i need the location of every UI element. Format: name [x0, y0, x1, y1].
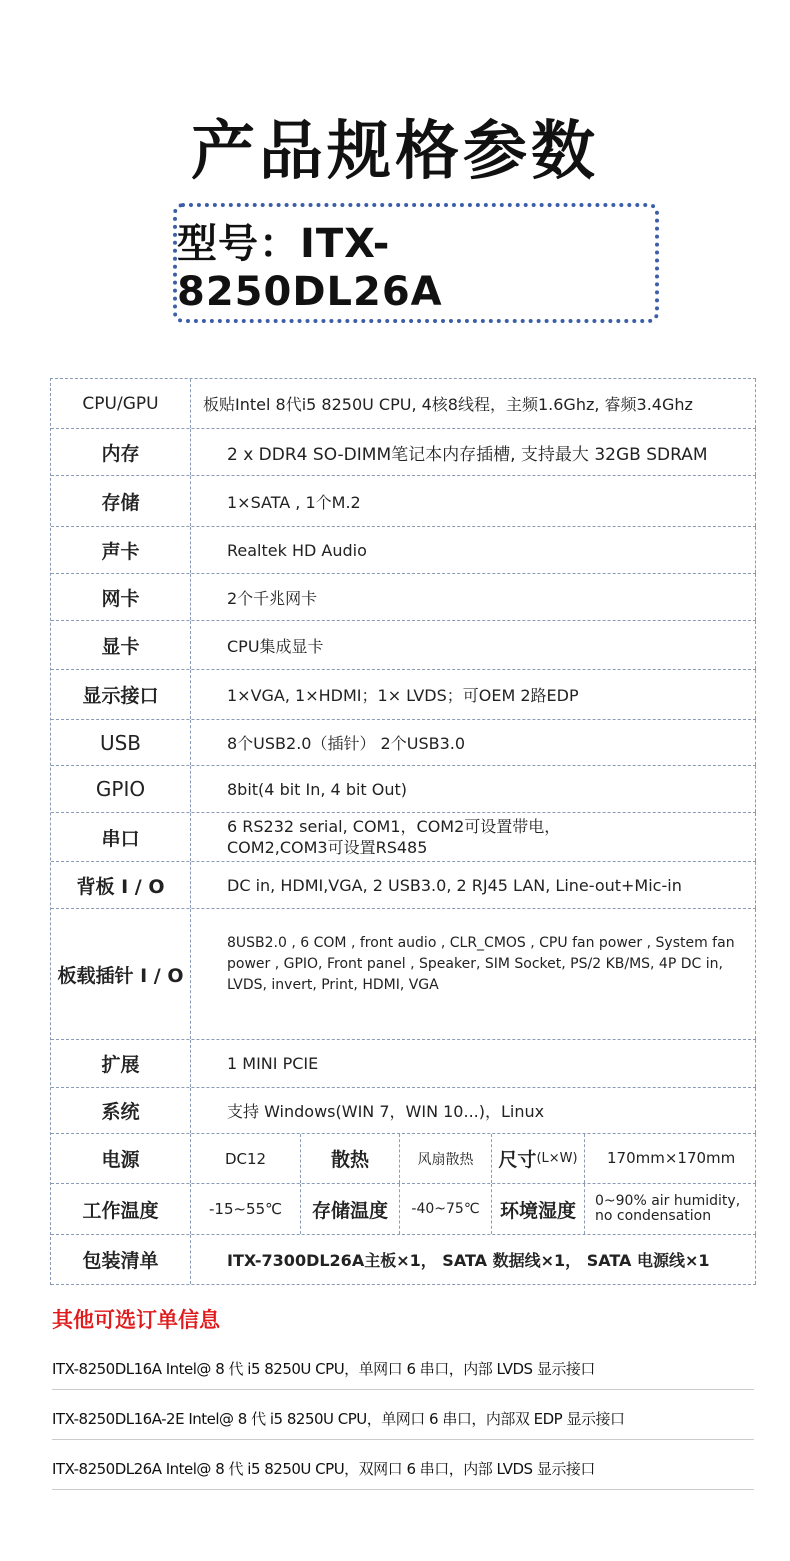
row-value: 1 MINI PCIE [191, 1040, 756, 1087]
row-value: 1×SATA , 1个M.2 [191, 476, 756, 526]
storage-temp-label: 存储温度 [301, 1184, 400, 1234]
table-row [51, 476, 756, 527]
storage-temp-value: -40~75℃ [400, 1184, 492, 1234]
spec-table [50, 378, 756, 1285]
model-box [173, 203, 659, 323]
power-label: 电源 [51, 1134, 191, 1183]
row-label: 存储 [51, 476, 191, 526]
cooling-label: 散热 [301, 1134, 400, 1183]
op-temp-label: 工作温度 [51, 1184, 191, 1234]
row-label: 显示接口 [51, 670, 191, 719]
row-label: USB [51, 720, 191, 765]
row-value: 板贴Intel 8代i5 8250U CPU, 4核8线程，主频1.6Ghz, 睿频3.4Ghz [191, 379, 756, 428]
row-label: 内存 [51, 429, 191, 475]
size-value: 170mm×170mm [585, 1134, 756, 1183]
size-label-text: 尺寸 [498, 1149, 537, 1171]
humidity-label: 环境湿度 [492, 1184, 585, 1234]
power-value: DC12 [191, 1134, 301, 1183]
humidity-value: 0~90% air humidity, no condensation [585, 1184, 756, 1234]
row-label: CPU/GPU [51, 379, 191, 428]
row-label: 扩展 [51, 1040, 191, 1087]
option-item: ITX-8250DL16A Intel@ 8 代 i5 8250U CPU，单网口 6 串口，内部 LVDS 显示接口 [52, 1358, 754, 1390]
row-value: 6 RS232 serial, COM1，COM2可设置带电，COM2,COM3可设置RS485 [191, 813, 756, 861]
size-label [492, 1134, 585, 1183]
size-label-sub: (L×W) [536, 1151, 578, 1166]
row-value: 支持 Windows(WIN 7，WIN 10...)，Linux [191, 1088, 756, 1133]
row-value: 8USB2.0 , 6 COM , front audio , CLR_CMOS , CPU fan power , System fan power , GPIO, Front panel , Speaker, SIM Socket, PS/2 KB/MS, 4P DC in, LVDS, invert, Print, HDMI, VGA [191, 909, 756, 1039]
table-row [51, 720, 756, 766]
table-row [51, 1235, 756, 1285]
table-row [51, 670, 756, 720]
table-row [51, 1088, 756, 1134]
table-row [51, 813, 756, 862]
row-label: 显卡 [51, 621, 191, 669]
cooling-value: 风扇散热 [400, 1134, 492, 1183]
row-value: ITX-7300DL26A主板×1， SATA 数据线×1， SATA 电源线×1 [191, 1235, 756, 1284]
row-label: 包装清单 [51, 1235, 191, 1284]
row-value: 8个USB2.0（插针） 2个USB3.0 [191, 720, 756, 765]
row-label: GPIO [51, 766, 191, 812]
row-label: 串口 [51, 813, 191, 861]
table-row [51, 429, 756, 476]
row-label: 系统 [51, 1088, 191, 1133]
op-temp-value: -15~55℃ [191, 1184, 301, 1234]
table-row [51, 379, 756, 429]
row-value: DC in, HDMI,VGA, 2 USB3.0, 2 RJ45 LAN, Line-out+Mic-in [191, 862, 756, 908]
table-row [51, 621, 756, 670]
other-options-heading: 其他可选订单信息 [52, 1308, 220, 1332]
row-value: Realtek HD Audio [191, 527, 756, 573]
row-value: 2 x DDR4 SO-DIMM笔记本内存插槽, 支持最大 32GB SDRAM [191, 429, 756, 475]
table-row [51, 1184, 756, 1235]
table-row [51, 1040, 756, 1088]
option-item: ITX-8250DL16A-2E Intel@ 8 代 i5 8250U CPU，单网口 6 串口，内部双 EDP 显示接口 [52, 1408, 754, 1440]
row-value: 2个千兆网卡 [191, 574, 756, 620]
row-label: 板载插针 I / O [51, 909, 191, 1039]
row-value: 1×VGA, 1×HDMI；1× LVDS；可OEM 2路EDP [191, 670, 756, 719]
row-value: 8bit(4 bit In, 4 bit Out) [191, 766, 756, 812]
row-label: 声卡 [51, 527, 191, 573]
table-row [51, 862, 756, 909]
option-item: ITX-8250DL26A Intel@ 8 代 i5 8250U CPU，双网口 6 串口，内部 LVDS 显示接口 [52, 1458, 754, 1490]
row-label: 网卡 [51, 574, 191, 620]
table-row [51, 1134, 756, 1184]
table-row [51, 574, 756, 621]
table-row [51, 909, 756, 1040]
model-label: 型号：ITX-8250DL26A [177, 220, 443, 315]
table-row [51, 766, 756, 813]
row-value: CPU集成显卡 [191, 621, 756, 669]
row-label: 背板 I / O [51, 862, 191, 908]
table-row [51, 527, 756, 574]
page-title: 产品规格参数 [191, 115, 599, 189]
